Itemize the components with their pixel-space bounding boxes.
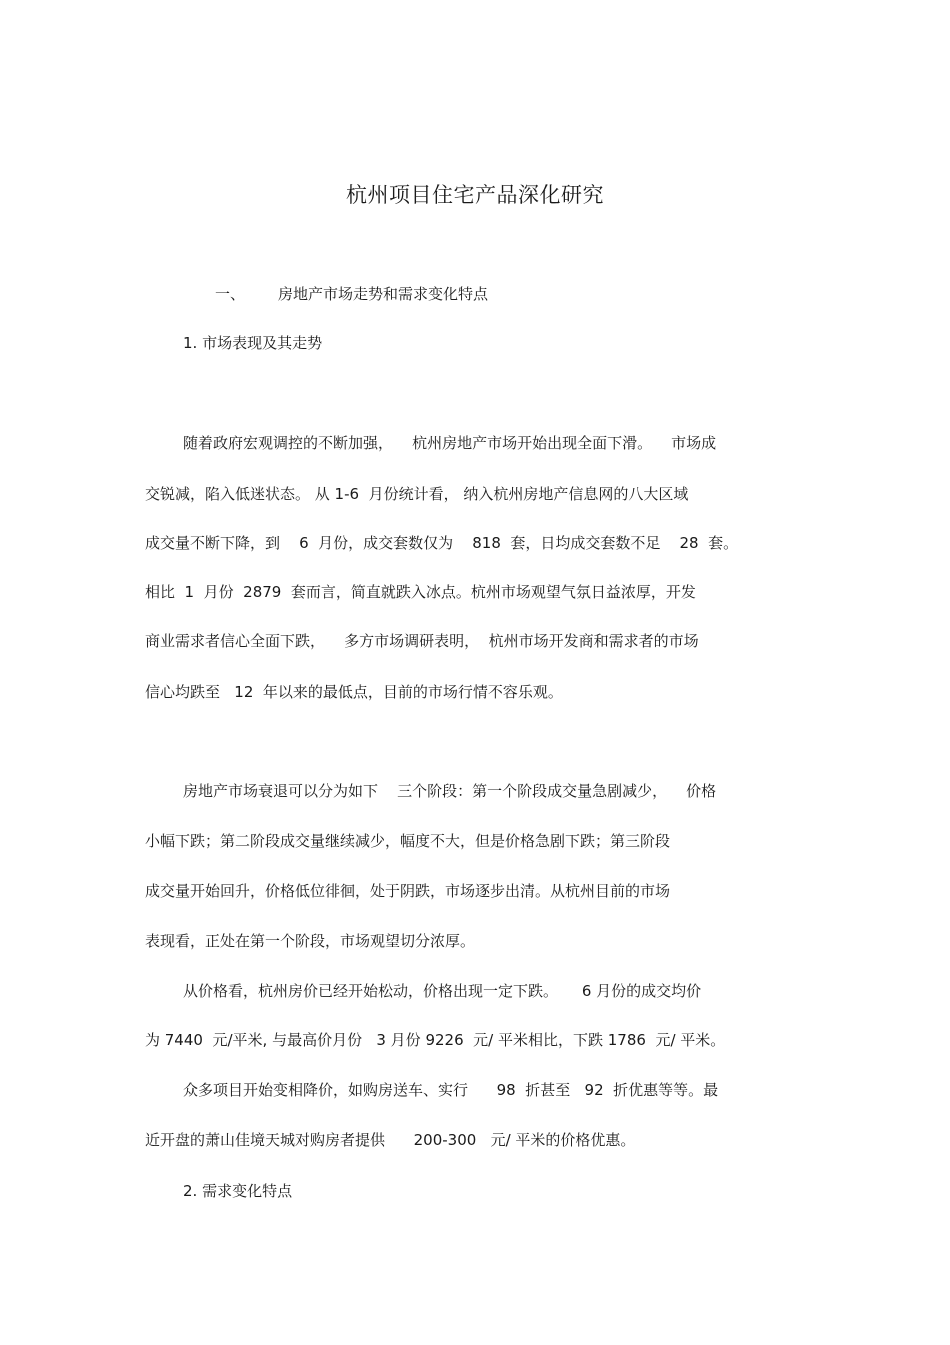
subsection-heading-2: 2. 需求变化特点	[183, 1182, 293, 1200]
paragraph-line: 相比 1 月份 2879 套而言，简直就跌入冰点。杭州市场观望气氛日益浓厚，开发	[145, 583, 696, 601]
paragraph-line: 为 7440 元/平米, 与最高价月份 3 月份 9226 元/ 平米相比，下跌 1786 元/ 平米。	[145, 1031, 726, 1049]
paragraph-line: 近开盘的萧山佳境天城对购房者提供 200-300 元/ 平米的价格优惠。	[145, 1131, 636, 1149]
paragraph-line: 从价格看，杭州房价已经开始松动，价格出现一定下跌。 6 月份的成交均价	[183, 982, 702, 1000]
paragraph-line: 商业需求者信心全面下跌， 多方市场调研表明， 杭州市场开发商和需求者的市场	[145, 632, 699, 650]
paragraph-line: 交锐减，陷入低迷状态。 从 1-6 月份统计看， 纳入杭州房地产信息网的八大区域	[145, 485, 689, 503]
document-title: 杭州项目住宅产品深化研究	[346, 183, 604, 207]
paragraph-line: 小幅下跌；第二阶段成交量继续减少，幅度不大，但是价格急剧下跌；第三阶段	[145, 832, 671, 850]
section-number: 一、	[215, 285, 246, 303]
paragraph-line: 表现看，正处在第一个阶段，市场观望切分浓厚。	[145, 932, 476, 950]
paragraph-line: 成交量不断下降，到 6 月份，成交套数仅为 818 套，日均成交套数不足 28 套。	[145, 534, 739, 552]
paragraph-line: 信心均跌至 12 年以来的最低点，目前的市场行情不容乐观。	[145, 683, 563, 701]
paragraph-line: 随着政府宏观调控的不断加强， 杭州房地产市场开始出现全面下滑。 市场成	[183, 434, 717, 452]
paragraph-line: 成交量开始回升，价格低位徘徊，处于阴跌，市场逐步出清。从杭州目前的市场	[145, 882, 671, 900]
section-heading: 房地产市场走势和需求变化特点	[278, 285, 489, 303]
paragraph-line: 房地产市场衰退可以分为如下 三个阶段：第一个阶段成交量急剧减少， 价格	[183, 782, 717, 800]
subsection-heading-1: 1. 市场表现及其走势	[183, 334, 323, 352]
paragraph-line: 众多项目开始变相降价，如购房送车、实行 98 折甚至 92 折优惠等等。最	[183, 1081, 719, 1099]
